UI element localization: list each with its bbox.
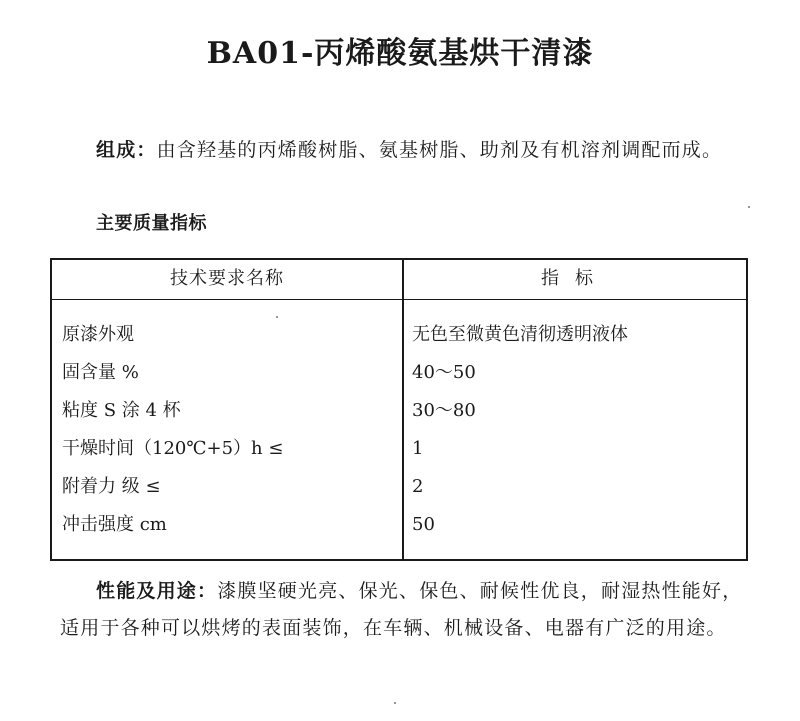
document-title: BA01-丙烯酸氨基烘干清漆 bbox=[206, 36, 594, 71]
header-requirement-name: 技术要求名称 bbox=[170, 268, 284, 289]
row-name: 冲击强度 cm bbox=[62, 514, 167, 535]
composition-paragraph bbox=[60, 132, 750, 169]
scan-speck bbox=[394, 702, 396, 704]
composition-text: 由含羟基的丙烯酸树脂、氨基树脂、助剂及有机溶剂调配而成。 bbox=[156, 139, 723, 161]
row-value: 1 bbox=[412, 438, 424, 459]
table-row bbox=[52, 392, 746, 430]
spec-table bbox=[50, 258, 748, 561]
row-value: 无色至微黄色清彻透明液体 bbox=[412, 324, 628, 345]
usage-label: 性能及用途： bbox=[96, 580, 218, 602]
row-name: 干燥时间（120℃+5）h ≤ bbox=[62, 438, 284, 459]
scan-speck bbox=[748, 206, 750, 208]
usage-paragraph bbox=[60, 573, 750, 647]
table-row bbox=[52, 430, 746, 468]
spec-heading: 主要质量指标 bbox=[96, 213, 207, 234]
row-name: 原漆外观 bbox=[62, 324, 134, 345]
row-value: 2 bbox=[412, 476, 424, 497]
row-name: 固含量 % bbox=[62, 362, 139, 383]
row-name: 粘度 S 涂 4 杯 bbox=[62, 400, 181, 421]
table-row bbox=[52, 316, 746, 354]
table-row bbox=[52, 354, 746, 392]
row-value: 50 bbox=[412, 514, 435, 535]
header-index: 指标 bbox=[541, 268, 609, 289]
table-header-row bbox=[52, 260, 746, 300]
table-row bbox=[52, 468, 746, 506]
row-name: 附着力 级 ≤ bbox=[62, 476, 161, 497]
usage-text: 漆膜坚硬光亮、保光、保色、耐候性优良，耐湿热性能好，适用于各种可以烘烤的表面装饰，在车辆、机械设备、电器有广泛的用途。 bbox=[60, 580, 743, 639]
table-body bbox=[52, 316, 746, 544]
row-value: 40～50 bbox=[412, 362, 476, 383]
composition-label: 组成： bbox=[96, 139, 157, 161]
table-row bbox=[52, 506, 746, 544]
row-value: 30～80 bbox=[412, 400, 476, 421]
scan-speck bbox=[276, 316, 278, 318]
